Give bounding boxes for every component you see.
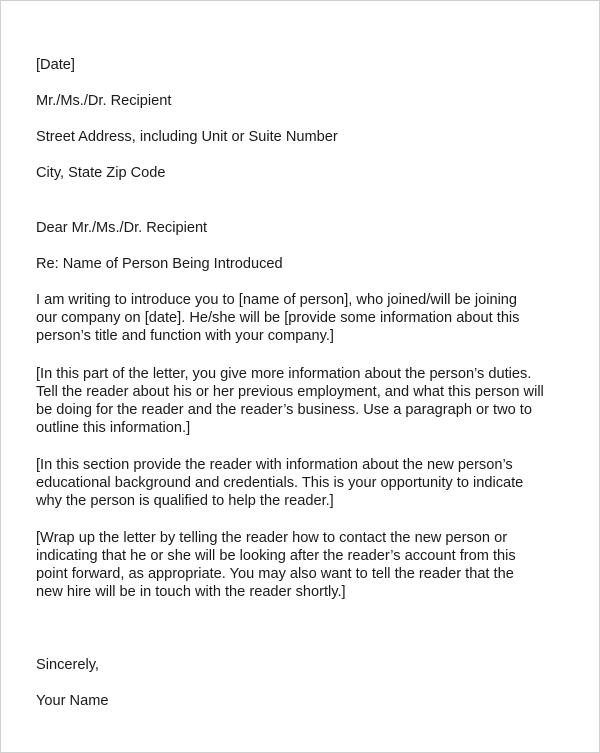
paragraph-line: [Wrap up the letter by telling the reader how to contact the new person or	[36, 530, 508, 546]
paragraph-line: I am writing to introduce you to [name of person], who joined/will be joining	[36, 292, 518, 308]
paragraph-line: [In this section provide the reader with information about the new person’s	[36, 457, 513, 473]
closing: Sincerely,	[36, 657, 99, 673]
paragraph-introduction	[36, 291, 566, 345]
subject-line: Re: Name of Person Being Introduced	[36, 256, 283, 272]
city-state-zip: City, State Zip Code	[36, 165, 166, 181]
street-address: Street Address, including Unit or Suite Number	[36, 129, 338, 145]
date-line: [Date]	[36, 57, 75, 73]
paragraph-line: Tell the reader about his or her previous employment, and what this person will	[36, 384, 544, 400]
paragraph-line: be doing for the reader and the reader’s business. Use a paragraph or two to	[36, 402, 532, 418]
paragraph-line: indicating that he or she will be looking after the reader’s account from this	[36, 548, 516, 564]
paragraph-line: our company on [date]. He/she will be [provide some information about this	[36, 310, 520, 326]
recipient-name: Mr./Ms./Dr. Recipient	[36, 93, 172, 109]
paragraph-wrap-up	[36, 529, 566, 601]
paragraph-background	[36, 456, 566, 510]
salutation: Dear Mr./Ms./Dr. Recipient	[36, 220, 208, 236]
paragraph-line: [In this part of the letter, you give more information about the person’s duties.	[36, 366, 532, 382]
signature-name: Your Name	[36, 693, 109, 709]
paragraph-line: why the person is qualified to help the reader.]	[36, 493, 334, 509]
paragraph-line: educational background and credentials. This is your opportunity to indicate	[36, 475, 524, 491]
paragraph-duties	[36, 365, 566, 437]
paragraph-line: person’s title and function with your company.]	[36, 328, 334, 344]
paragraph-line: point forward, as appropriate. You may also want to tell the reader that the	[36, 566, 514, 582]
paragraph-line: new hire will be in touch with the reader shortly.]	[36, 584, 346, 600]
paragraph-line: outline this information.]	[36, 420, 191, 436]
